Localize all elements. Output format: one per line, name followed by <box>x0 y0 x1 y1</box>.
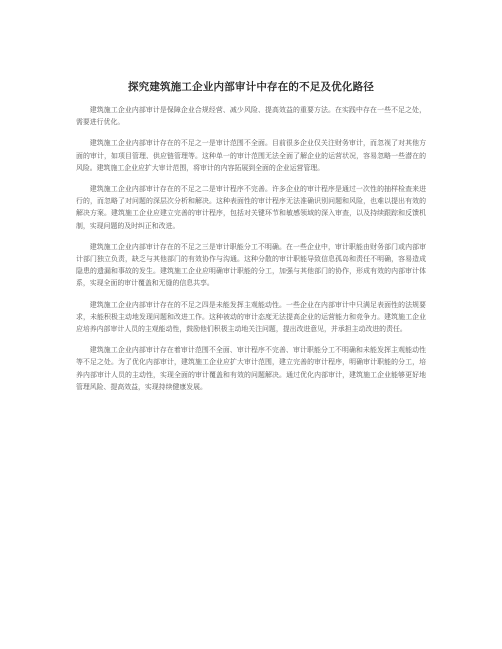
document-title: 探究建筑施工企业内部审计中存在的不足及优化路径 <box>127 81 375 93</box>
paragraph-procedure: 建筑施工企业内部审计存在的不足之二是审计程序不完善。许多企业的审计程序是通过一次性的抽样检查来进行的，而忽略了对问题的深层次分析和解决。这种表面性的审计程序无法准确识别问题和风险，也难以提出有效的解决方案。建筑施工企业应建立完善的审计程序，包括对关键环节和敏感领域的深入审查，以及持续跟踪和反馈机制，实现问题的及时纠正和改进。 <box>76 185 426 230</box>
paragraph-intro: 建筑施工企业内部审计是保障企业合规经营、减少风险、提高效益的重要方法。在实践中存在一些不足之处，需要进行优化。 <box>76 106 426 127</box>
document-body <box>76 104 426 402</box>
paragraph-conclusion: 建筑施工企业内部审计存在着审计范围不全面、审计程序不完善、审计职能分工不明确和未能发挥主观能动性等不足之处。为了优化内部审计，建筑施工企业应扩大审计范围，建立完善的审计程序，明确审计职能的分工，培养内部审计人员的主动性，实现全面的审计覆盖和有效的问题解决。通过优化内部审计，建筑施工企业能够更好地管理风险、提高效益，实现持续健康发展。 <box>76 346 426 391</box>
paragraph-division-of-duties: 建筑施工企业内部审计存在的不足之三是审计职能分工不明确。在一些企业中，审计职能由财务部门或内部审计部门独立负责，缺乏与其他部门的有效协作与沟通。这种分散的审计职能导致信息孤岛和责任不明确，容易造成隐患的遗漏和事故的发生。建筑施工企业应明确审计职能的分工，加强与其他部门的协作，形成有效的内部审计体系，实现全面的审计覆盖和无缝的信息共享。 <box>76 242 426 288</box>
paragraph-initiative: 建筑施工企业内部审计存在的不足之四是未能发挥主观能动性。一些企业在内部审计中只满足表面性的法规要求，未能积极主动地发现问题和改进工作。这种被动的审计态度无法提高企业的运营能力和竞争力。建筑施工企业应培养内部审计人员的主观能动性，鼓励他们积极主动地关注问题，提出改进意见，并承担主动改进的责任。 <box>76 300 426 334</box>
paragraph-scope: 建筑施工企业内部审计存在的不足之一是审计范围不全面。目前很多企业仅关注财务审计，而忽视了对其他方面的审计，如项目管理、供应链管理等。这种单一的审计范围无法全面了解企业的运营状况，容易忽略一些潜在的风险。建筑施工企业应扩大审计范围，将审计的内容拓展到全面的企业运营管理。 <box>76 139 426 172</box>
